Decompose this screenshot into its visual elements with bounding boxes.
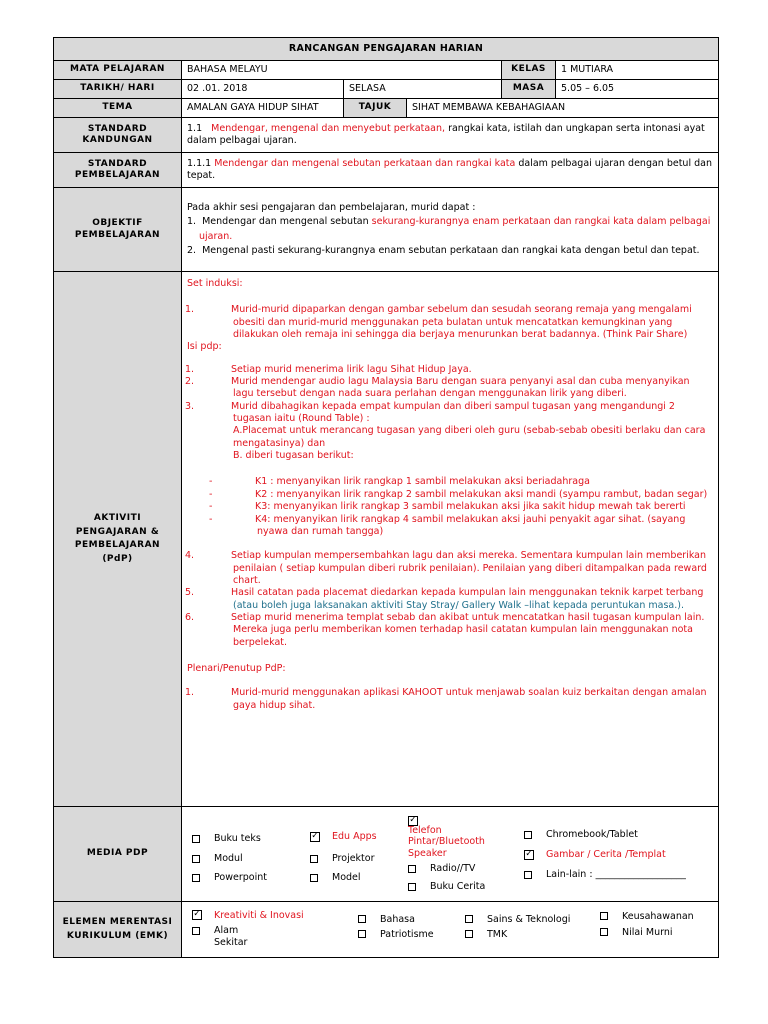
checkbox-icon[interactable] (600, 912, 608, 920)
aktiviti-value: Set induksi: 1. Murid-murid dipaparkan dengan gambar sebelum dan sesudah seorang remaja yang mengalami obesiti dan murid-murid menggunakan peta bulatan untuk mencatatkan kemungkinan yang dilakukan oleh remaja ini sehingga dia berjaya menurunkan berat badannya. (Think Pair Share) Isi pdp: 1. Setiap murid menerima lirik lagu Sihat Hidup Jaya. 2. Murid mendengar audio lagu Malaysia Baru dengan suara penyanyi asal dan cuba menyanyikan lagu tersebut dengan nada suara perlahan dengan menggunakan lirik yang diberi. 3. Murid dibahagikan kepada empat kumpulan dan diberi sampul tugasan yang mengandungi 2 tugasan iaitu (Round Table) : A.Placemat untuk merancang tugasan yang diberi oleh guru (sebab-sebab obesiti berlaku dan cara mengatasinya) dan B. diberi tugasan berikut: - K1 : menyanyikan lirik rangkap 1 sambil melakukan aksi beriadahraga - K2 : menyanyikan lirik rangkap 2 sambil melakukan aksi mandi (syampu rambut, badan segar) - K3: menyanyikan lirik rangkap 3 sambil melakukan aksi jika sakit hidup mewah tak bererti - K4: menyanyikan lirik rangkap 4 sambil melakukan aksi jauhi penyakit agar sihat. (sayang nyawa dan rumah tangga) 4. Setiap kumpulan mempersembahkan lagu dan aksi mereka. Sementara kumpulan lain memberikan penilaian ( setiap kumpulan diberi rubrik penilaian). Penilaian yang diberi ditampalkan pada reward chart. 5. Hasil catatan pada placemat diedarkan kepada kumpulan lain menggunakan teknik karpet terbang (atau boleh juga laksanakan aktiviti Stay Stray/ Gallery Walk –lihat kepada peruntukan masa.). 6. Setiap murid menerima templat sebab dan akibat untuk mencatatkan hasil tugasan kumpulan lain. Mereka juga perlu memberikan komen terhadap hasil catatan kumpulan lain menggunakan nota berpelekat. Plenari/Penutup PdP: 1. Murid-murid menggunakan aplikasi KAHOOT untuk menjawab soalan kuiz berkaitan dengan amalan gaya hidup sihat. (182, 272, 719, 807)
tajuk-value: SIHAT MEMBAWA KEBAHAGIAAN (407, 99, 719, 118)
checkbox-icon[interactable] (358, 930, 366, 938)
tema-label: TEMA (54, 99, 182, 118)
media-value: Buku teks Modul Powerpoint ✓ Edu Apps Projektor Model ✓ Telefon Pintar/Bluetooth Speaker Radio//TV Buku Cerita Chromebook/Tablet ✓ Gambar / Cerita /Templat Lain-lain : ___________________ (182, 807, 719, 902)
aktiviti-label: AKTIVITI PENGAJARAN & PEMBELAJARAN (PdP) (54, 272, 182, 807)
lesson-plan-document (53, 37, 718, 958)
checked-checkbox-icon[interactable]: ✓ (311, 830, 319, 841)
checkbox-icon[interactable] (524, 831, 532, 839)
emk-value: ✓ Kreativiti & Inovasi Alam Sekitar Bahasa Patriotisme Sains & Teknologi TMK Keusahawanan Nilai Murni (182, 902, 719, 958)
tarikh-label: TARIKH/ HARI (54, 80, 182, 99)
emk-label: ELEMEN MERENTASI KURIKULUM (EMK) (54, 902, 182, 958)
checkbox-icon[interactable] (465, 915, 473, 923)
checkbox-icon[interactable] (192, 855, 200, 863)
tema-value: AMALAN GAYA HIDUP SIHAT (182, 99, 344, 118)
checked-checkbox-icon[interactable]: ✓ (409, 814, 417, 825)
checkbox-icon[interactable] (408, 883, 416, 891)
standard-pembelajaran-label: STANDARD PEMBELAJARAN (54, 153, 182, 188)
checkbox-icon[interactable] (192, 927, 200, 935)
masa-label: MASA (502, 80, 556, 99)
media-label: MEDIA PDP (54, 807, 182, 902)
checkbox-icon[interactable] (192, 835, 200, 843)
mata-pelajaran-value: BAHASA MELAYU (182, 61, 502, 80)
checkbox-icon[interactable] (524, 871, 532, 879)
checkbox-icon[interactable] (192, 874, 200, 882)
standard-pembelajaran-value: 1.1.1 Mendengar dan mengenal sebutan perkataan dan rangkai kata dalam pelbagai ujaran dengan betul dan tepat. (182, 153, 719, 188)
checkbox-icon[interactable] (310, 874, 318, 882)
hari-value: SELASA (344, 80, 502, 99)
masa-value: 5.05 – 6.05 (556, 80, 719, 99)
checkbox-icon[interactable] (310, 855, 318, 863)
standard-kandungan-value: 1.1 Mendengar, mengenal dan menyebut perkataan, rangkai kata, istilah dan ungkapan serta intonasi ayat dalam pelbagai ujaran. (182, 118, 719, 153)
objektif-value: Pada akhir sesi pengajaran dan pembelajaran, murid dapat : 1. Mendengar dan mengenal sebutan sekurang-kurangnya enam perkataan dan rangkai kata dalam pelbagai ujaran. 2. Mengenal pasti sekurang-kurangnya enam sebutan perkataan dan rangkai kata dengan betul dan tepat. (182, 188, 719, 272)
kelas-label: KELAS (502, 61, 556, 80)
checkbox-icon[interactable] (358, 915, 366, 923)
lesson-plan-table (53, 37, 719, 958)
standard-kandungan-label: STANDARD KANDUNGAN (54, 118, 182, 153)
checkbox-icon[interactable] (600, 928, 608, 936)
mata-pelajaran-label: MATA PELAJARAN (54, 61, 182, 80)
tajuk-label: TAJUK (344, 99, 407, 118)
checkbox-icon[interactable] (465, 930, 473, 938)
tarikh-value: 02 .01. 2018 (182, 80, 344, 99)
kelas-value: 1 MUTIARA (556, 61, 719, 80)
checked-checkbox-icon[interactable]: ✓ (193, 909, 201, 919)
objektif-label: OBJEKTIF PEMBELAJARAN (54, 188, 182, 272)
checkbox-icon[interactable] (408, 865, 416, 873)
document-title: RANCANGAN PENGAJARAN HARIAN (54, 38, 719, 61)
checked-checkbox-icon[interactable]: ✓ (525, 848, 533, 859)
